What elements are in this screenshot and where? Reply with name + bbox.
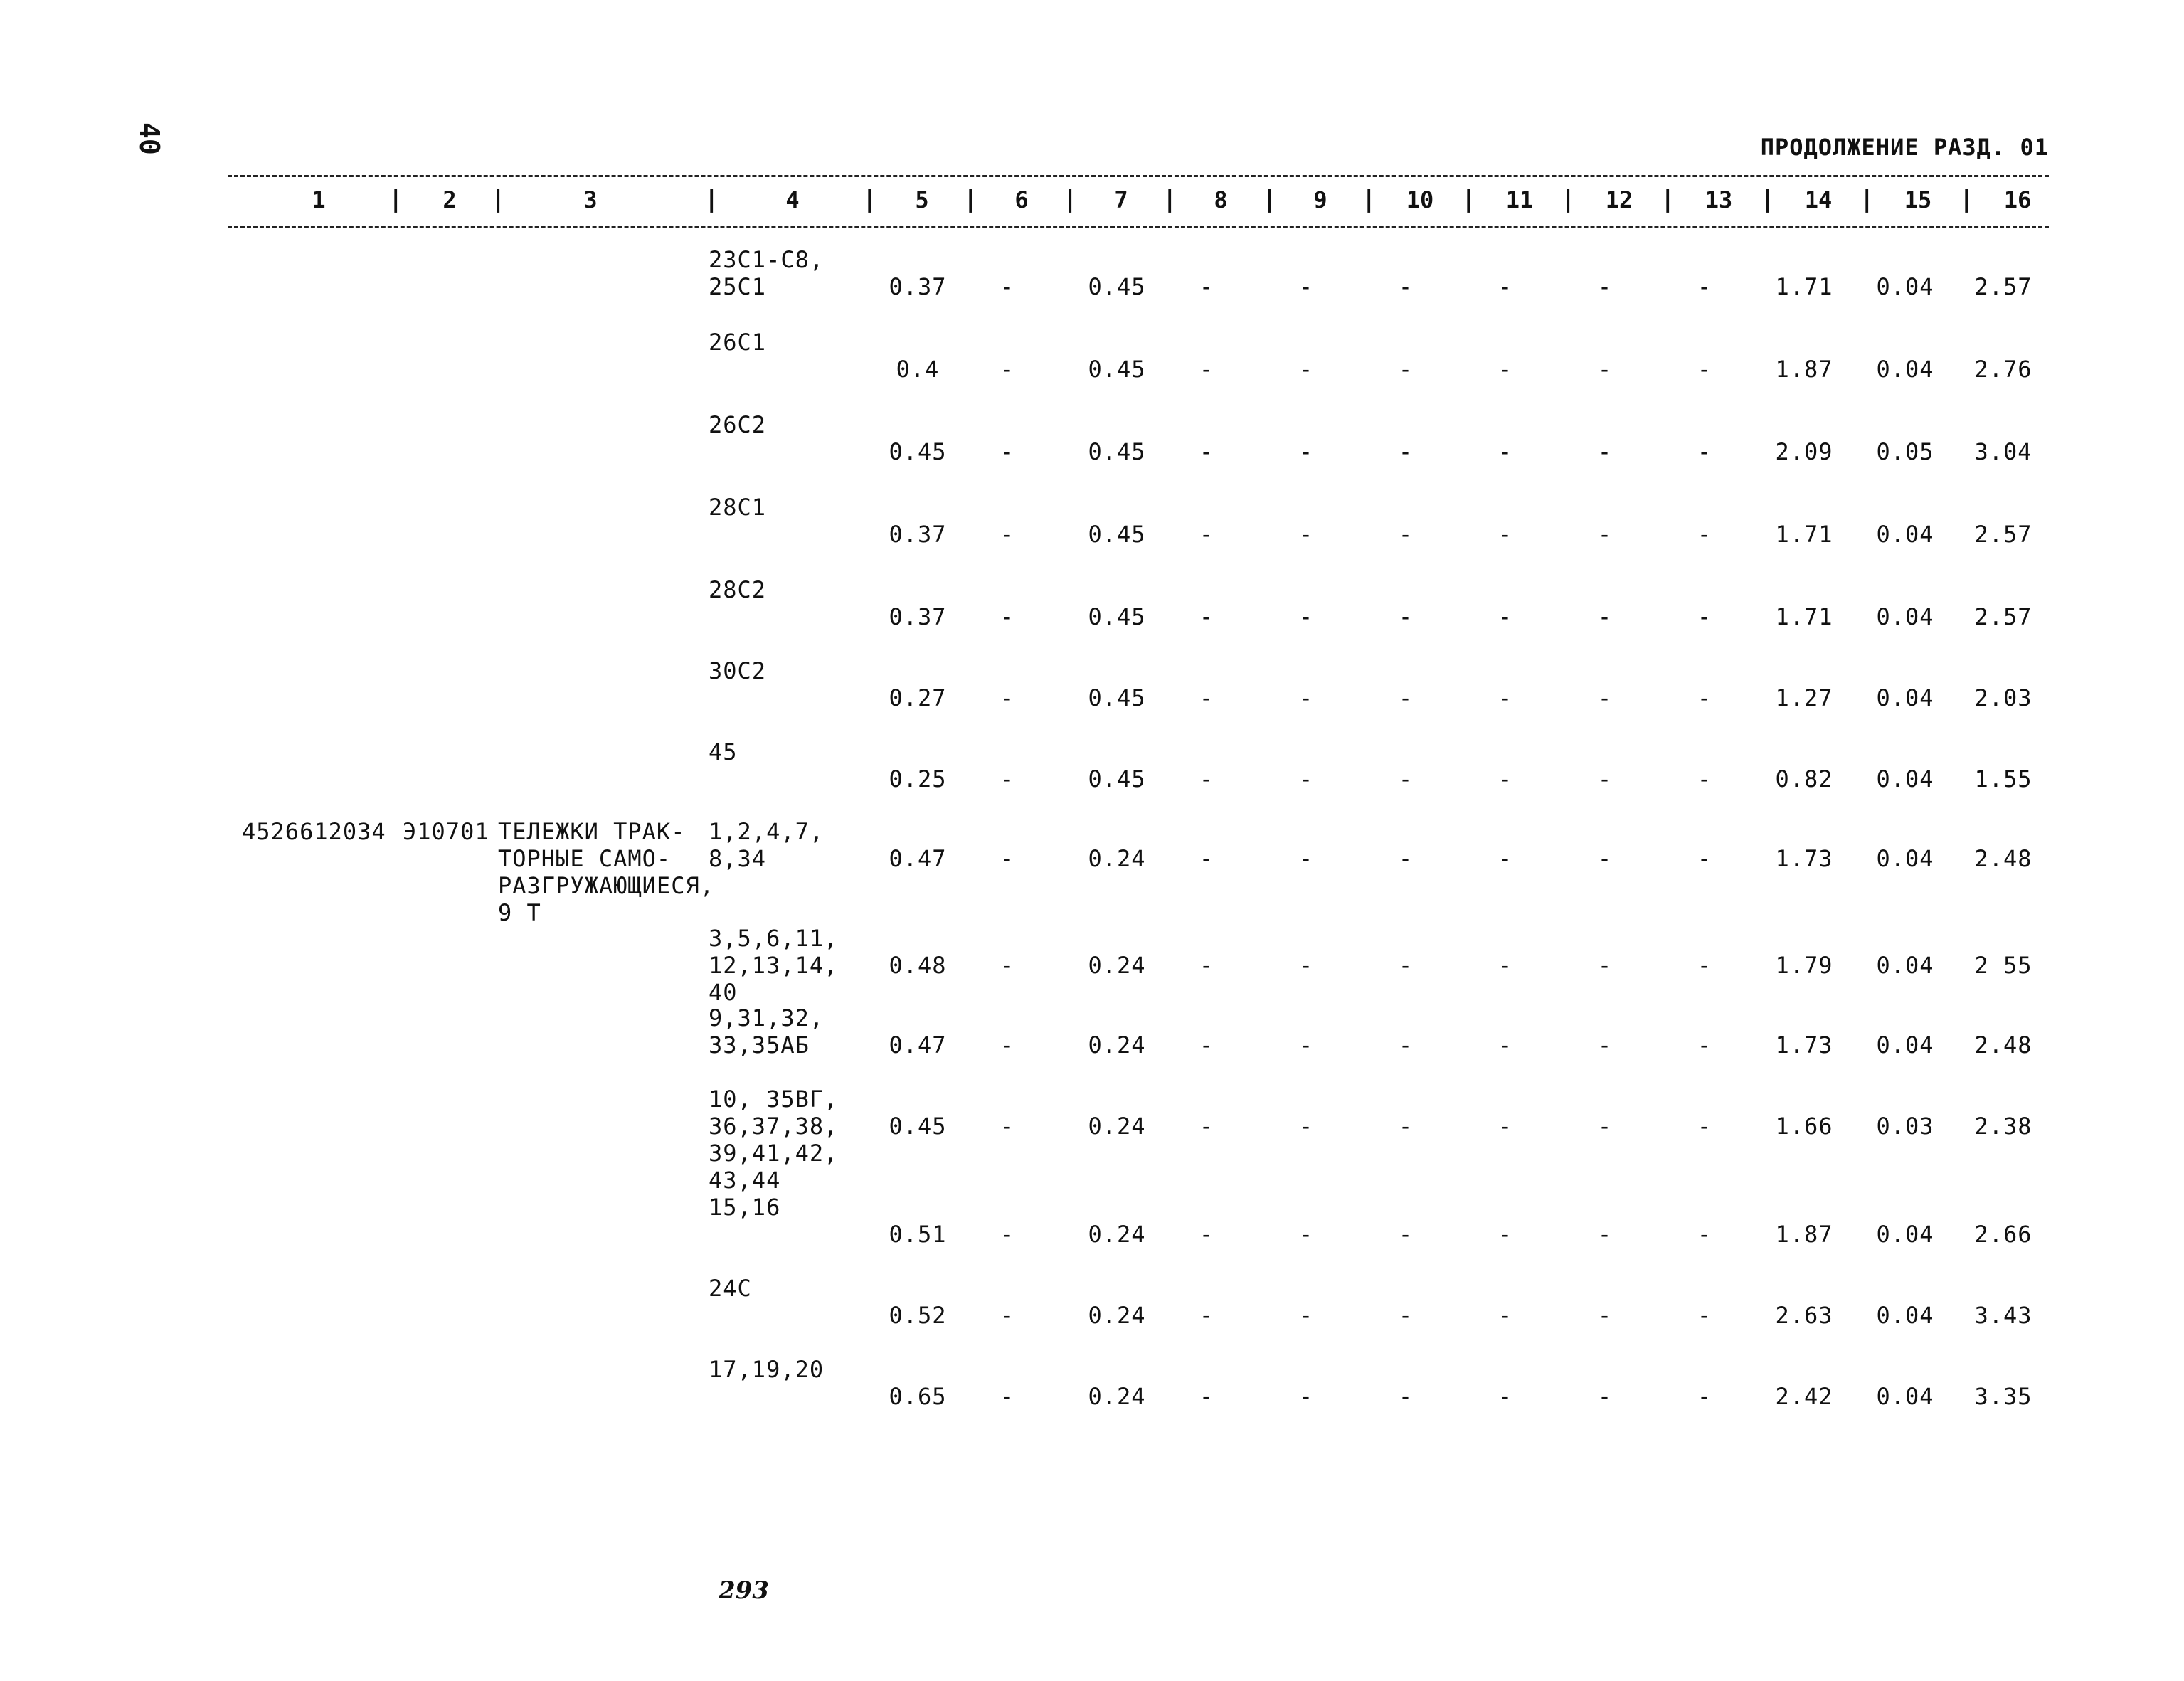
row-value-col-7: 0.45 [1088,438,1146,465]
row-value-col-14: 1.87 [1775,1221,1833,1248]
row-value-col-13: - [1697,1383,1712,1410]
row-value-col-8: - [1199,1383,1214,1410]
row-value-col-13: - [1697,845,1712,872]
row-value-col-9: - [1298,684,1314,711]
header-col-10: 10 [1406,186,1434,213]
row-value-col-7: 0.24 [1088,845,1146,872]
row-value-col-5: 0.37 [889,603,947,630]
header-separator: | [1262,185,1277,213]
row-value-col-5: 0.45 [889,438,947,465]
row-value-col-10: - [1398,1113,1414,1140]
row-value-col-5: 0.52 [889,1302,947,1329]
row-value-col-12: - [1597,1221,1613,1248]
row-value-col-12: - [1597,952,1613,979]
header-col-15: 15 [1904,186,1932,213]
row-value-col-10: - [1398,765,1414,792]
row-value-col-9: - [1298,1032,1314,1059]
row-value-col-16: 1.55 [1974,765,2032,792]
row-value-col-14: 2.63 [1775,1302,1833,1329]
row-value-col-13: - [1697,1221,1712,1248]
row-value-col-11: - [1497,1032,1513,1059]
row-value-col-12: - [1597,1302,1613,1329]
row-value-col-14: 1.87 [1775,356,1833,383]
row-value-col-6: - [1000,1221,1015,1248]
row-value-col-14: 1.79 [1775,952,1833,979]
row-value-col-10: - [1398,1383,1414,1410]
row-model: 17,19,20 [709,1356,825,1383]
row-value-col-15: 0.04 [1876,845,1934,872]
header-separator: | [1860,185,1875,213]
row-value-col-10: - [1398,952,1414,979]
row-value-col-5: 0.27 [889,684,947,711]
row-value-col-9: - [1298,1302,1314,1329]
row-description: ТЕЛЕЖКИ ТРАК- ТОРНЫЕ САМО- РАЗГРУЖАЮЩИЕСЯ, 9 Т [498,818,714,926]
row-value-col-10: - [1398,438,1414,465]
row-value-col-6: - [1000,521,1015,548]
row-value-col-13: - [1697,603,1712,630]
header-col-16: 16 [2003,186,2032,213]
row-model: 10, 35ВГ, 36,37,38, 39,41,42, 43,44 [709,1086,839,1194]
row-value-col-10: - [1398,521,1414,548]
row-value-col-9: - [1298,521,1314,548]
row-value-col-10: - [1398,273,1414,300]
row-value-col-12: - [1597,1383,1613,1410]
row-value-col-6: - [1000,356,1015,383]
row-code: 4526612034 [242,818,386,845]
row-model: 1,2,4,7, 8,34 [709,818,825,872]
row-value-col-13: - [1697,952,1712,979]
row-value-col-8: - [1199,1113,1214,1140]
row-value-col-15: 0.04 [1876,1032,1934,1059]
row-value-col-7: 0.45 [1088,521,1146,548]
row-value-col-8: - [1199,1302,1214,1329]
row-value-col-8: - [1199,1221,1214,1248]
row-value-col-12: - [1597,684,1613,711]
header-bottom-rule [228,226,2049,228]
row-model: 15,16 [709,1194,781,1221]
row-value-col-9: - [1298,603,1314,630]
row-value-col-9: - [1298,1113,1314,1140]
header-separator: | [1561,185,1576,213]
row-value-col-10: - [1398,1221,1414,1248]
row-value-col-15: 0.04 [1876,1383,1934,1410]
row-value-col-13: - [1697,273,1712,300]
header-col-4: 4 [785,186,800,213]
row-value-col-16: 2.57 [1974,521,2032,548]
row-value-col-11: - [1497,1302,1513,1329]
row-value-col-14: 1.73 [1775,1032,1833,1059]
header-col-7: 7 [1114,186,1128,213]
header-col-13: 13 [1705,186,1733,213]
row-value-col-14: 1.71 [1775,521,1833,548]
row-value-col-5: 0.37 [889,521,947,548]
row-value-col-6: - [1000,1032,1015,1059]
row-model: 24С [709,1275,752,1302]
row-value-col-5: 0.25 [889,765,947,792]
row-model: 45 [709,738,738,765]
header-separator: | [1461,185,1476,213]
row-value-col-7: 0.24 [1088,1113,1146,1140]
row-value-col-15: 0.04 [1876,273,1934,300]
header-separator: | [1362,185,1377,213]
row-value-col-15: 0.04 [1876,684,1934,711]
row-value-col-12: - [1597,603,1613,630]
row-value-col-14: 1.27 [1775,684,1833,711]
row-value-col-12: - [1597,273,1613,300]
row-model: 3,5,6,11, 12,13,14, 40 [709,925,839,1006]
header-separator: | [388,185,403,213]
row-value-col-11: - [1497,952,1513,979]
row-value-col-5: 0.51 [889,1221,947,1248]
header-col-14: 14 [1804,186,1833,213]
row-value-col-14: 1.73 [1775,845,1833,872]
row-value-col-16: 2.66 [1974,1221,2032,1248]
header-separator: | [704,185,719,213]
row-value-col-7: 0.24 [1088,1032,1146,1059]
row-value-col-16: 3.43 [1974,1302,2032,1329]
row-value-col-6: - [1000,273,1015,300]
row-value-col-8: - [1199,603,1214,630]
row-value-col-8: - [1199,845,1214,872]
row-value-col-5: 0.47 [889,845,947,872]
header-col-2: 2 [442,186,457,213]
row-value-col-15: 0.04 [1876,952,1934,979]
row-value-col-5: 0.37 [889,273,947,300]
row-value-col-16: 2.38 [1974,1113,2032,1140]
row-value-col-8: - [1199,356,1214,383]
header-separator: | [491,185,506,213]
row-value-col-16: 3.04 [1974,438,2032,465]
continuation-title: ПРОДОЛЖЕНИЕ РАЗД. 01 [1760,134,2049,161]
row-value-col-11: - [1497,356,1513,383]
row-value-col-14: 1.71 [1775,603,1833,630]
row-value-col-9: - [1298,273,1314,300]
header-separator: | [1162,185,1177,213]
header-col-12: 12 [1605,186,1633,213]
header-col-1: 1 [312,186,326,213]
row-value-col-7: 0.45 [1088,765,1146,792]
header-col-11: 11 [1505,186,1534,213]
row-value-col-16: 2.48 [1974,845,2032,872]
row-value-col-6: - [1000,845,1015,872]
row-value-col-12: - [1597,521,1613,548]
row-value-col-7: 0.45 [1088,273,1146,300]
row-value-col-6: - [1000,765,1015,792]
row-model: 28С1 [709,494,767,521]
row-model: 28С2 [709,576,767,603]
row-value-col-13: - [1697,438,1712,465]
header-col-9: 9 [1313,186,1327,213]
row-value-col-5: 0.47 [889,1032,947,1059]
row-value-col-9: - [1298,952,1314,979]
row-value-col-16: 2.57 [1974,603,2032,630]
header-col-3: 3 [583,186,598,213]
row-value-col-16: 2.76 [1974,356,2032,383]
row-model: 26С2 [709,411,767,438]
row-value-col-6: - [1000,1302,1015,1329]
row-value-col-13: - [1697,1113,1712,1140]
row-value-col-9: - [1298,438,1314,465]
row-value-col-8: - [1199,273,1214,300]
row-value-col-15: 0.04 [1876,765,1934,792]
row-value-col-16: 2.57 [1974,273,2032,300]
row-value-col-9: - [1298,1383,1314,1410]
row-value-col-10: - [1398,356,1414,383]
header-col-6: 6 [1014,186,1029,213]
row-value-col-8: - [1199,1032,1214,1059]
row-value-col-11: - [1497,684,1513,711]
row-value-col-10: - [1398,603,1414,630]
row-value-col-11: - [1497,1113,1513,1140]
header-col-8: 8 [1214,186,1228,213]
header-separator: | [963,185,978,213]
row-value-col-16: 2.03 [1974,684,2032,711]
row-value-col-13: - [1697,356,1712,383]
row-value-col-7: 0.24 [1088,1221,1146,1248]
row-value-col-13: - [1697,521,1712,548]
row-value-col-12: - [1597,438,1613,465]
row-value-col-9: - [1298,765,1314,792]
row-model: 9,31,32, 33,35АБ [709,1004,825,1059]
row-value-col-12: - [1597,765,1613,792]
row-value-col-7: 0.24 [1088,952,1146,979]
row-value-col-16: 2 55 [1974,952,2032,979]
row-value-col-15: 0.05 [1876,438,1934,465]
row-value-col-6: - [1000,952,1015,979]
row-value-col-12: - [1597,1113,1613,1140]
row-value-col-14: 1.71 [1775,273,1833,300]
row-value-col-16: 2.48 [1974,1032,2032,1059]
row-value-col-7: 0.45 [1088,603,1146,630]
row-model: 23С1-С8, 25С1 [709,246,825,300]
row-value-col-12: - [1597,845,1613,872]
page-number: 293 [719,1576,769,1605]
side-page-number: 40 [134,122,165,155]
row-value-col-15: 0.03 [1876,1113,1934,1140]
row-value-col-15: 0.04 [1876,1302,1934,1329]
header-col-5: 5 [915,186,929,213]
row-value-col-12: - [1597,356,1613,383]
row-value-col-11: - [1497,438,1513,465]
row-value-col-13: - [1697,684,1712,711]
row-value-col-11: - [1497,1221,1513,1248]
row-value-col-15: 0.04 [1876,1221,1934,1248]
row-value-col-13: - [1697,765,1712,792]
row-value-col-5: 0.45 [889,1113,947,1140]
row-value-col-6: - [1000,438,1015,465]
row-value-col-16: 3.35 [1974,1383,2032,1410]
row-value-col-8: - [1199,952,1214,979]
row-value-col-8: - [1199,684,1214,711]
row-value-col-15: 0.04 [1876,356,1934,383]
row-value-col-6: - [1000,603,1015,630]
row-value-col-5: 0.65 [889,1383,947,1410]
row-value-col-11: - [1497,273,1513,300]
row-model: 26С1 [709,329,767,356]
row-value-col-11: - [1497,603,1513,630]
row-value-col-5: 0.48 [889,952,947,979]
row-value-col-13: - [1697,1302,1712,1329]
row-value-col-8: - [1199,521,1214,548]
row-value-col-14: 2.42 [1775,1383,1833,1410]
header-separator: | [1959,185,1974,213]
row-value-col-10: - [1398,845,1414,872]
header-separator: | [862,185,877,213]
row-value-col-7: 0.45 [1088,356,1146,383]
row-subcode: Э10701 [403,818,489,845]
row-value-col-10: - [1398,1302,1414,1329]
row-value-col-11: - [1497,765,1513,792]
row-value-col-9: - [1298,845,1314,872]
row-value-col-11: - [1497,521,1513,548]
row-value-col-5: 0.4 [896,356,940,383]
row-value-col-7: 0.45 [1088,684,1146,711]
row-value-col-15: 0.04 [1876,603,1934,630]
row-value-col-6: - [1000,1383,1015,1410]
row-value-col-15: 0.04 [1876,521,1934,548]
row-value-col-10: - [1398,684,1414,711]
header-separator: | [1063,185,1078,213]
row-value-col-12: - [1597,1032,1613,1059]
row-value-col-6: - [1000,1113,1015,1140]
row-value-col-9: - [1298,1221,1314,1248]
row-value-col-11: - [1497,1383,1513,1410]
row-value-col-9: - [1298,356,1314,383]
row-value-col-10: - [1398,1032,1414,1059]
row-value-col-8: - [1199,765,1214,792]
row-value-col-13: - [1697,1032,1712,1059]
row-model: 30С2 [709,657,767,684]
row-value-col-14: 1.66 [1775,1113,1833,1140]
header-top-rule [228,175,2049,177]
row-value-col-7: 0.24 [1088,1383,1146,1410]
row-value-col-7: 0.24 [1088,1302,1146,1329]
row-value-col-11: - [1497,845,1513,872]
row-value-col-6: - [1000,684,1015,711]
row-value-col-14: 2.09 [1775,438,1833,465]
row-value-col-8: - [1199,438,1214,465]
row-value-col-14: 0.82 [1775,765,1833,792]
header-separator: | [1660,185,1675,213]
header-separator: | [1760,185,1775,213]
